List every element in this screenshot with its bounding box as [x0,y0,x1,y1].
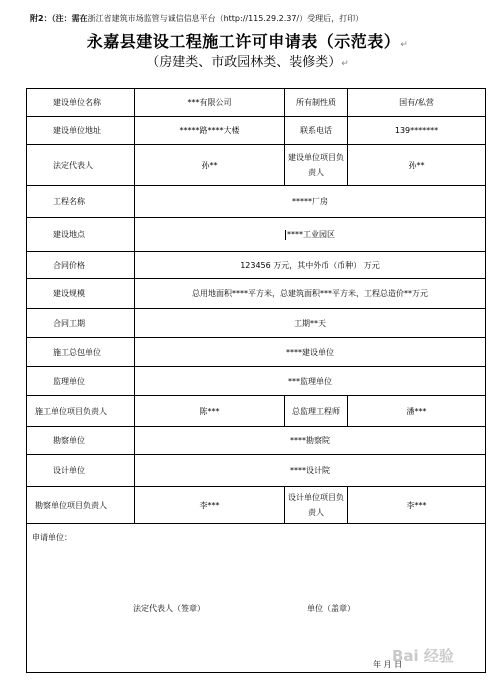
legal-rep-sign: 法定代表人（签章） [133,604,205,613]
table-row [27,117,486,145]
unit-seal: 单位（盖章） [307,604,355,613]
project-name-value[interactable]: *****厂房 [135,186,486,218]
table-row [27,427,486,455]
page-subtitle [0,51,495,70]
paragraph-mark-icon: ↵ [400,40,409,50]
contract-price-value[interactable]: 123456 万元，其中外币（币种） 万元 [135,252,486,279]
title-text: 永嘉县建设工程施工许可申请表（示范表） [86,32,401,51]
table-row [27,338,486,367]
construction-unit-value[interactable]: ***有限公司 [135,89,285,117]
date-line: 年 月 日 [373,660,403,669]
unit-pm-label: 建设单位项目负责人 [285,145,348,186]
project-name-label: 工程名称 [27,186,135,218]
subtitle-text: （房建类、市政园林类、装修类） [146,55,342,70]
ownership-value[interactable]: 国有/私营 [348,89,486,117]
unit-address-value[interactable]: *****路****大楼 [135,117,285,145]
unit-address-label: 建设单位地址 [27,117,135,145]
contractor-value[interactable]: ****建设单位 [135,338,486,367]
table-row [27,186,486,218]
table-row [27,145,486,186]
application-table [26,88,486,673]
note-text: 浙江省建筑市场监管与诚信信息平台（http://115.29.2.37/）受理后，打印） [87,14,364,23]
phone-value[interactable]: 139******* [348,117,486,145]
table-row [27,252,486,279]
design-value[interactable]: ****设计院 [135,455,486,487]
legal-rep-label: 法定代表人 [27,145,135,186]
unit-pm-value[interactable]: 孙** [348,145,486,186]
contract-price-label: 合同价格 [27,252,135,279]
table-row [27,367,486,396]
table-row [27,396,486,427]
table-row [27,487,486,524]
table-row [27,279,486,309]
legal-rep-value[interactable]: 孙** [135,145,285,186]
supervisor-value[interactable]: ***监理单位 [135,367,486,396]
text-cursor-icon [285,230,286,240]
design-pm-value[interactable]: 李*** [348,487,486,524]
contractor-pm-value[interactable]: 陈*** [135,396,285,427]
table-row [27,309,486,338]
note-prefix: 附2：（注： [30,14,72,23]
contractor-label: 施工总包单位 [27,338,135,367]
page-title [0,29,495,52]
location-value: ****工业园区 [287,230,335,239]
table-row [27,89,486,117]
ownership-label: 所有制性质 [285,89,348,117]
chief-supervisor-value[interactable]: 潘*** [348,396,486,427]
duration-value[interactable]: 工期**天 [135,309,486,338]
contractor-pm-label: 施工单位项目负责人 [27,396,135,427]
supervisor-label: 监理单位 [27,367,135,396]
location-label: 建设地点 [27,218,135,252]
survey-pm-value[interactable]: 李*** [135,487,285,524]
construction-unit-label: 建设单位名称 [27,89,135,117]
duration-label: 合同工期 [27,309,135,338]
paragraph-mark-icon: ↵ [341,59,349,69]
survey-value[interactable]: ****勘察院 [135,427,486,455]
baidu-watermark: Bai 经验 [392,647,454,665]
survey-label: 勘察单位 [27,427,135,455]
chief-supervisor-label: 总监理工程师 [285,396,348,427]
survey-pm-label: 勘察单位项目负责人 [27,487,135,524]
design-label: 设计单位 [27,455,135,487]
design-pm-label: 设计单位项目负责人 [285,487,348,524]
scale-label: 建设规模 [27,279,135,309]
scale-value[interactable]: 总用地面积****平方米，总建筑面积***平方米，工程总造价**万元 [135,279,486,309]
header-note [30,13,363,24]
table-row [27,455,486,487]
applicant-label: 申请单位： [32,533,72,542]
note-bold: 需在 [71,14,88,23]
location-cell[interactable] [135,218,486,252]
phone-label: 联系电话 [285,117,348,145]
table-row [27,218,486,252]
